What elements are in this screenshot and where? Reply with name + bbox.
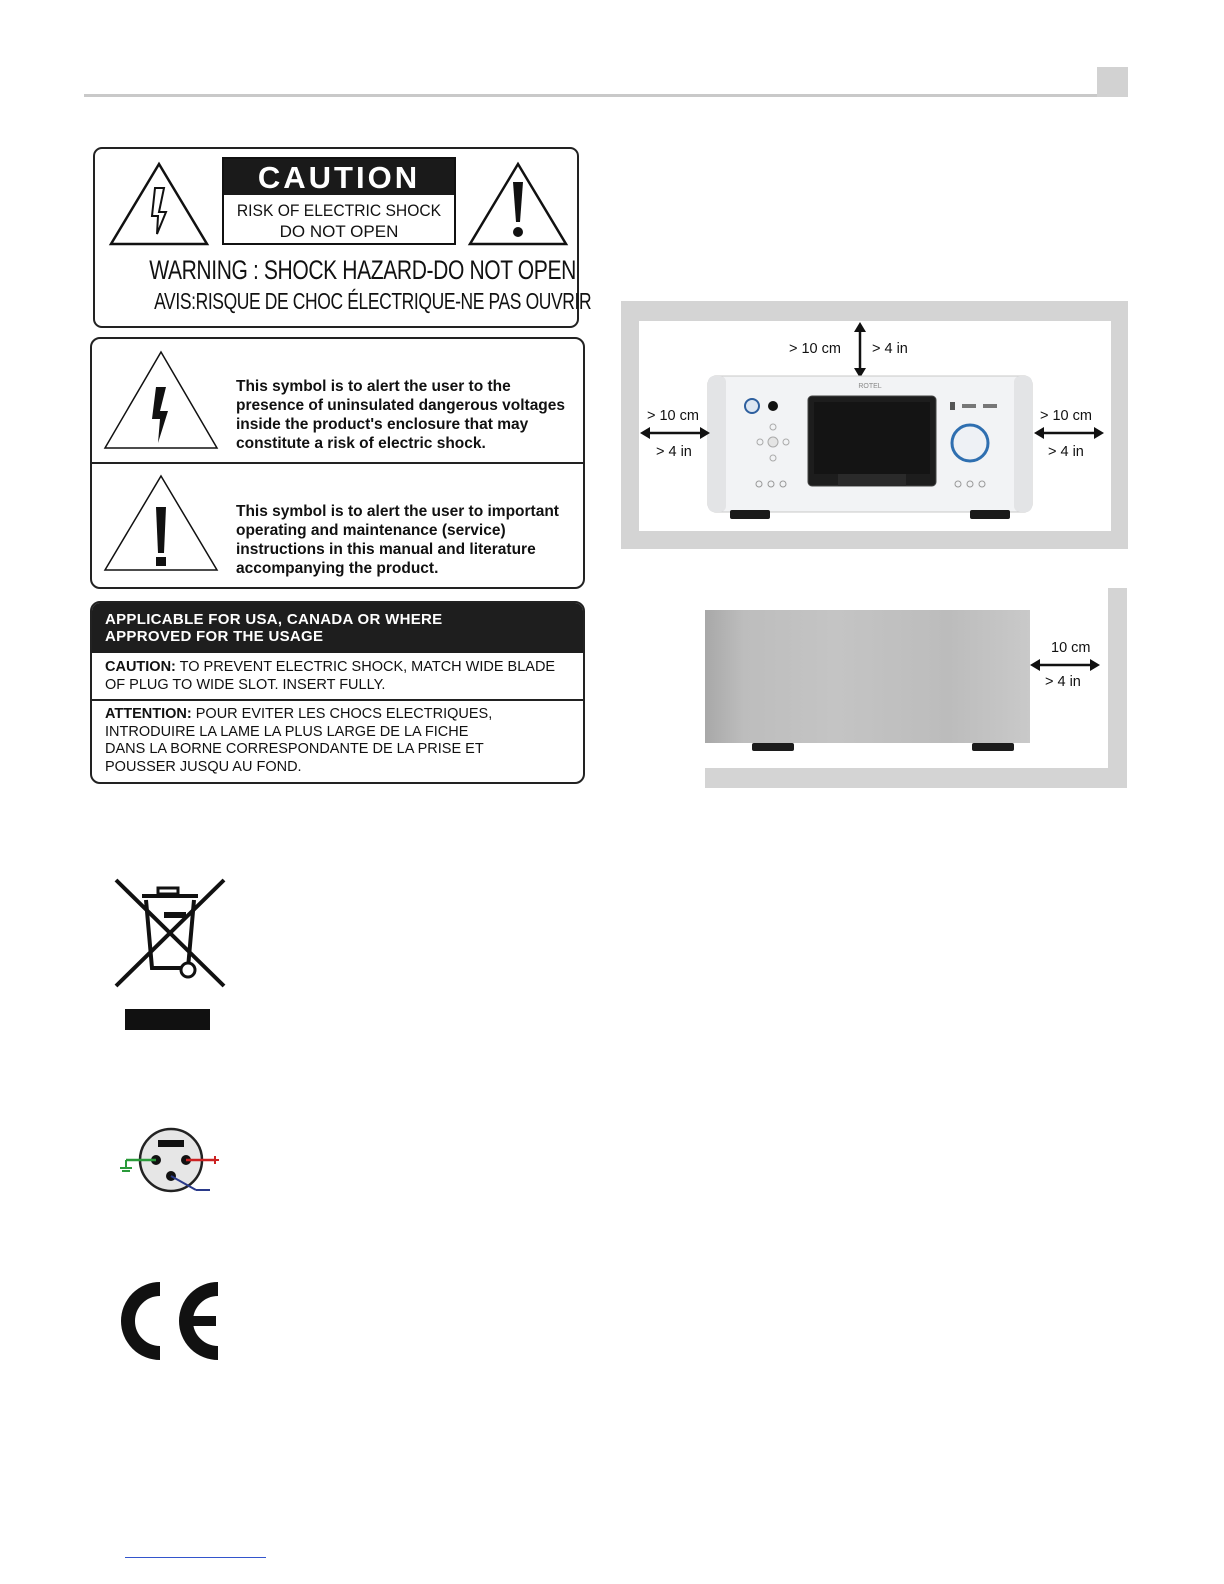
ce-mark-icon [114, 1281, 226, 1361]
symbol-divider [90, 462, 585, 464]
right-clearance-arrow [1034, 424, 1104, 444]
attention-plug-text [105, 706, 492, 776]
xlr-connector-pinout-icon [114, 1126, 224, 1196]
rear-clearance-cm: 10 cm [1051, 640, 1091, 656]
left-clearance-cm: > 10 cm [647, 408, 699, 424]
lightning-symbol-icon [102, 349, 220, 451]
attention-plug-line4: POUSSER JUSQU AU FOND. [105, 758, 302, 775]
caution-plug-label: CAUTION: [105, 659, 176, 675]
side-foot-rear [972, 743, 1014, 751]
caution-plug-line2: OF PLUG TO WIDE SLOT. INSERT FULLY. [105, 676, 386, 693]
attention-plug-line1: POUR EVITER LES CHOCS ELECTRIQUES, [191, 706, 493, 722]
right-clearance-cm: > 10 cm [1040, 408, 1092, 424]
attention-plug-label: ATTENTION: [105, 706, 192, 722]
side-clearance-wall [1108, 588, 1127, 788]
lightning-warning-icon [108, 160, 210, 248]
warning-french: AVIS:RISQUE DE CHOC ÉLECTRIQUE-NE PAS OUVRIR [154, 288, 592, 314]
header-rule [84, 94, 1098, 97]
rear-clearance-in: > 4 in [1045, 674, 1081, 690]
brand-label: ROTEL [858, 383, 882, 390]
lightning-symbol-text: This symbol is to alert the user to the presence of uninsulated dangerous voltages inside the product's enclosure that may constitute a risk of electric shock. [236, 378, 566, 452]
right-clearance-in: > 4 in [1048, 444, 1084, 460]
caution-plug-text [105, 659, 555, 694]
exclamation-warning-icon [467, 160, 569, 248]
applicable-divider [92, 699, 583, 701]
caution-banner [222, 157, 456, 245]
page-tab-marker [1097, 67, 1128, 97]
caution-do-not-open-text: DO NOT OPEN [279, 222, 399, 241]
top-clearance-in: > 4 in [872, 341, 908, 357]
left-clearance-in: > 4 in [656, 444, 692, 460]
exclamation-symbol-text: This symbol is to alert the user to important operating and maintenance (service) instructions in this manual and literature accompanying the product. [236, 503, 559, 577]
applicable-heading [92, 603, 583, 653]
side-clearance-floor [705, 768, 1127, 788]
attention-plug-line2: INTRODUIRE LA LAME LA PLUS LARGE DE LA FICHE [105, 723, 469, 740]
top-clearance-cm: > 10 cm [789, 341, 841, 357]
side-foot-front [752, 743, 794, 751]
warning-english: WARNING : SHOCK HAZARD-DO NOT OPEN [149, 255, 576, 285]
caution-plug-line1: TO PREVENT ELECTRIC SHOCK, MATCH WIDE BLADE [175, 659, 556, 675]
footer-link-underline [125, 1557, 266, 1558]
applicable-heading-line1: APPLICABLE FOR USA, CANADA OR WHERE [105, 611, 443, 628]
exclamation-symbol-icon [102, 473, 220, 573]
crossed-out-wheelie-bin-icon [112, 876, 228, 1032]
side-view-chassis [705, 610, 1030, 743]
left-clearance-arrow [640, 424, 710, 444]
caution-risk-text: RISK OF ELECTRIC SHOCK [236, 201, 442, 220]
applicable-usa-canada-box [90, 601, 585, 784]
caution-title: CAUTION [224, 159, 454, 195]
rear-clearance-arrow [1030, 656, 1100, 676]
attention-plug-line3: DANS LA BORNE CORRESPONDANTE DE LA PRISE ET [105, 741, 484, 757]
applicable-heading-line2: APPROVED FOR THE USAGE [105, 628, 324, 645]
front-panel-illustration [700, 322, 1040, 522]
